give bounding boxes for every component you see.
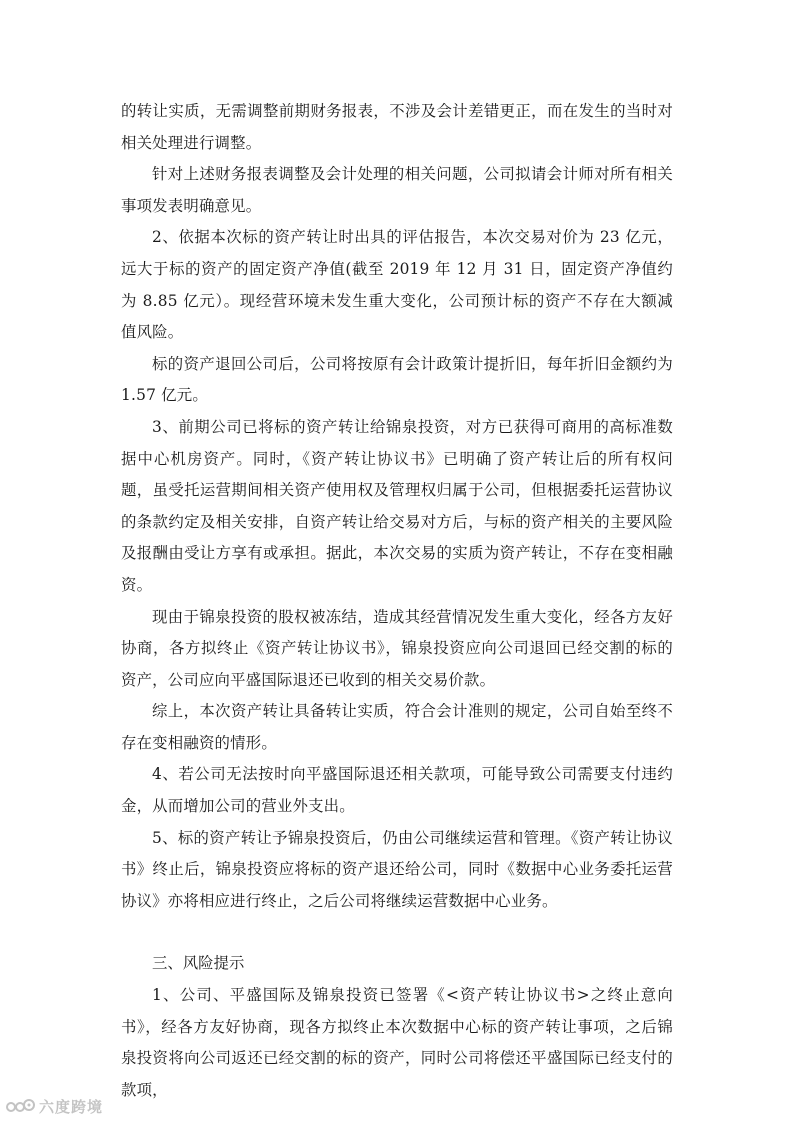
paragraph-item-2: 2、依据本次标的资产转让时出具的评估报告，本次交易对价为 23 亿元，远大于标的资产的固定资产净值(截至 2019 年 12 月 31 日，固定资产净值约为 8.85 亿元）。现经营环境未发生重大变化，公司预计标的资产不存在大额减值风险。 — [121, 228, 673, 342]
paragraph-depreciation: 标的资产退回公司后，公司将按原有会计政策计提折旧，每年折旧金额约为 1.57 亿元。 — [121, 354, 673, 405]
section-heading-risk: 三、风险提示 — [152, 954, 245, 973]
paragraph-accountant-opinion: 针对上述财务报表调整及会计处理的相关问题，公司拟请会计师对所有相关事项发表明确意见。 — [121, 165, 673, 215]
paragraph-item-3: 3、前期公司已将标的资产转让给锦泉投资，对方已获得可商用的高标准数据中心机房资产。同时，《资产转让协议书》已明确了资产转让后的所有权问题，虽受托运营期间相关资产使用权及管理权归属于公司，但根据委托运营协议的条款约定及相关安排，自资产转让给交易对方后，与标的资产相关的主要风险及报酬由受让方享有或承担。据此，本次交易的实质为资产转让，不存在变相融资。 — [121, 417, 673, 594]
paragraph-continuation: 的转让实质，无需调整前期财务报表，不涉及会计差错更正，而在发生的当时对相关处理进行调整。 — [121, 102, 673, 152]
watermark — [6, 1095, 103, 1117]
paragraph-risk-item-1: 1、公司、平盛国际及锦泉投资已签署《<资产转让协议书>之终止意向书》，经各方友好协商，现各方拟终止本次数据中心标的资产转让事项，之后锦泉投资将向公司返还已经交割的标的资产，同时公司将偿还平盛国际已经支付的款项， — [121, 986, 673, 1099]
document-body — [121, 96, 673, 1106]
paragraph-termination: 现由于锦泉投资的股权被冻结，造成其经营情况发生重大变化，经各方友好协商，各方拟终止《资产转让协议书》，锦泉投资应向公司退回已经交割的标的资产，公司应向平盛国际退还已收到的相关交易价款。 — [121, 607, 673, 689]
paragraph-summary: 综上，本次资产转让具备转让实质，符合会计准则的规定，公司自始至终不存在变相融资的情形。 — [121, 702, 673, 752]
watermark-logo-icon — [6, 1097, 36, 1115]
watermark-text: 六度跨境 — [39, 1097, 104, 1116]
paragraph-item-5: 5、标的资产转让予锦泉投资后，仍由公司继续运营和管理。《资产转让协议书》终止后，锦泉投资应将标的资产退还给公司，同时《数据中心业务委托运营协议》亦将相应进行终止，之后公司将继续运营数据中心业务。 — [121, 828, 673, 910]
paragraph-item-4: 4、若公司无法按时向平盛国际退还相关款项，可能导致公司需要支付违约金，从而增加公司的营业外支出。 — [121, 765, 673, 816]
